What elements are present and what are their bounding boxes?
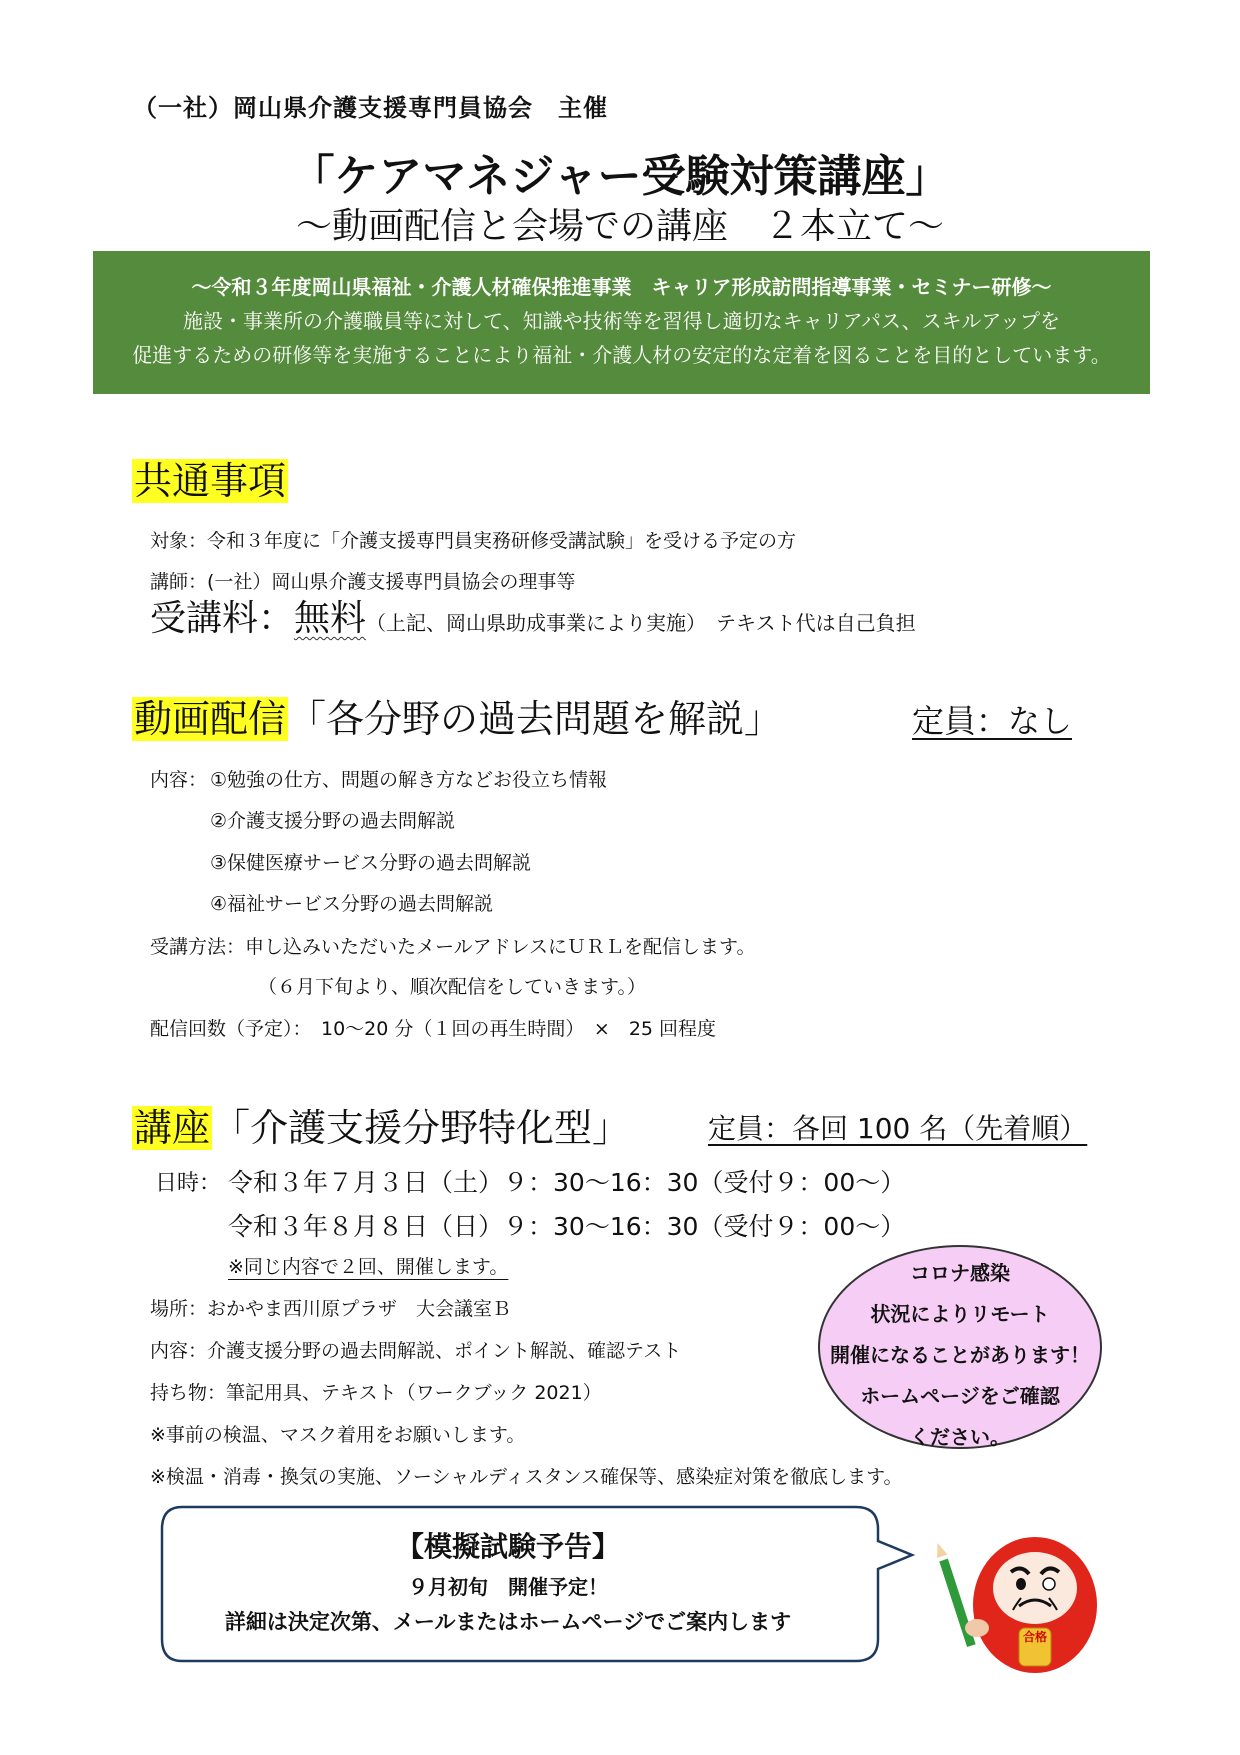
mock-detail: 詳細は決定次第、メールまたはホームページでご案内します (224, 1610, 792, 1634)
project-banner (93, 251, 1150, 394)
course-date-note: ※同じ内容で２回、開催します。 (228, 1256, 509, 1278)
video-content-label: 内容： (150, 769, 208, 791)
mock-schedule: ９月初旬 開催予定！ (408, 1575, 608, 1599)
video-item: ④福祉サービス分野の過去問解説 (210, 893, 494, 915)
video-heading (132, 688, 782, 743)
organizer-line: （一社）岡山県介護支援専門員協会 主催 (133, 94, 608, 122)
common-heading (132, 450, 288, 505)
course-note: ※検温・消毒・換気の実施、ソーシャルディスタンス確保等、感染症対策を徹底します。 (150, 1466, 903, 1488)
video-method-note: （６月下旬より、順次配信をしていきます。） (258, 976, 646, 998)
video-count: 配信回数（予定）： 10～20 分（１回の再生時間） × 25 回程度 (150, 1018, 717, 1040)
course-content: 内容：介護支援分野の過去問解説、ポイント解説、確認テスト (150, 1340, 682, 1362)
course-heading (132, 1097, 630, 1152)
lecturer-line: 講師：(一社）岡山県介護支援専門員協会の理事等 (150, 571, 576, 593)
notice-line: 状況によりリモート (870, 1302, 1050, 1326)
video-item: ①勉強の仕方、問題の解き方などお役立ち情報 (210, 769, 608, 791)
course-belongings: 持ち物：筆記用具、テキスト（ワークブック 2021） (150, 1382, 602, 1404)
notice-line: ホームページをご確認 (860, 1384, 1060, 1408)
mock-exam-notice (163, 1525, 853, 1636)
notice-line: ください。 (910, 1425, 1010, 1449)
video-method: 受講方法：申し込みいただいたメールアドレスにＵＲＬを配信します。 (150, 936, 756, 958)
course-capacity: 定員：各回 100 名（先着順） (708, 1112, 1088, 1145)
daruma-illustration (935, 1510, 1105, 1680)
course-heading-text: 講座 (134, 1106, 211, 1150)
course-date-label: 日時： (155, 1171, 222, 1196)
course-note: ※事前の検温、マスク着用をお願いします。 (150, 1424, 526, 1446)
course-title: 「介護支援分野特化型」 (212, 1106, 631, 1150)
banner-line-1: ～令和３年度岡山県福祉・介護人材確保推進事業 キャリア形成訪問指導事業・セミナー研修～ (191, 275, 1052, 299)
page-title: 「ケアマネジャー受験対策講座」 (290, 151, 950, 202)
course-place: 場所：おかやま西川原プラザ 大会議室Ｂ (150, 1298, 512, 1320)
fee-note: （上記、岡山県助成事業により実施） テキスト代は自己負担 (366, 611, 916, 635)
remote-notice (818, 1245, 1102, 1449)
video-item: ③保健医療サービス分野の過去問解説 (210, 852, 532, 874)
page-subtitle: ～動画配信と会場での講座 ２本立て～ (295, 206, 944, 247)
video-capacity: 定員：なし (912, 702, 1073, 740)
video-heading-text: 動画配信 (134, 697, 287, 741)
fee-line (150, 590, 916, 641)
mock-title: 【模擬試験予告】 (395, 1530, 620, 1563)
banner-line-3: 促進するための研修等を実施することにより福祉・介護人材の安定的な定着を図ることを目的としています。 (132, 343, 1111, 367)
daruma-face (993, 1552, 1077, 1624)
fee-label: 受講料： (150, 598, 295, 639)
course-date: 令和３年７月３日（土）９：30～16：30（受付９：00～） (228, 1168, 906, 1197)
daruma-label: 合格 (1022, 1630, 1047, 1644)
notice-line: 開催になることがあります！ (830, 1343, 1090, 1367)
notice-line: コロナ感染 (910, 1261, 1010, 1285)
video-title: 「各分野の過去問題を解説」 (288, 697, 783, 741)
fee-value: 無料 (294, 598, 367, 639)
target-line: 対象：令和３年度に「介護支援専門員実務研修受講試験」を受ける予定の方 (150, 530, 797, 552)
video-item: ②介護支援分野の過去問解説 (210, 810, 456, 832)
course-date: 令和３年８月８日（日）９：30～16：30（受付９：00～） (228, 1212, 906, 1241)
banner-line-2: 施設・事業所の介護職員等に対して、知識や技術等を習得し適切なキャリアパス、スキルアップを (183, 309, 1060, 333)
common-heading-text: 共通事項 (134, 459, 287, 503)
